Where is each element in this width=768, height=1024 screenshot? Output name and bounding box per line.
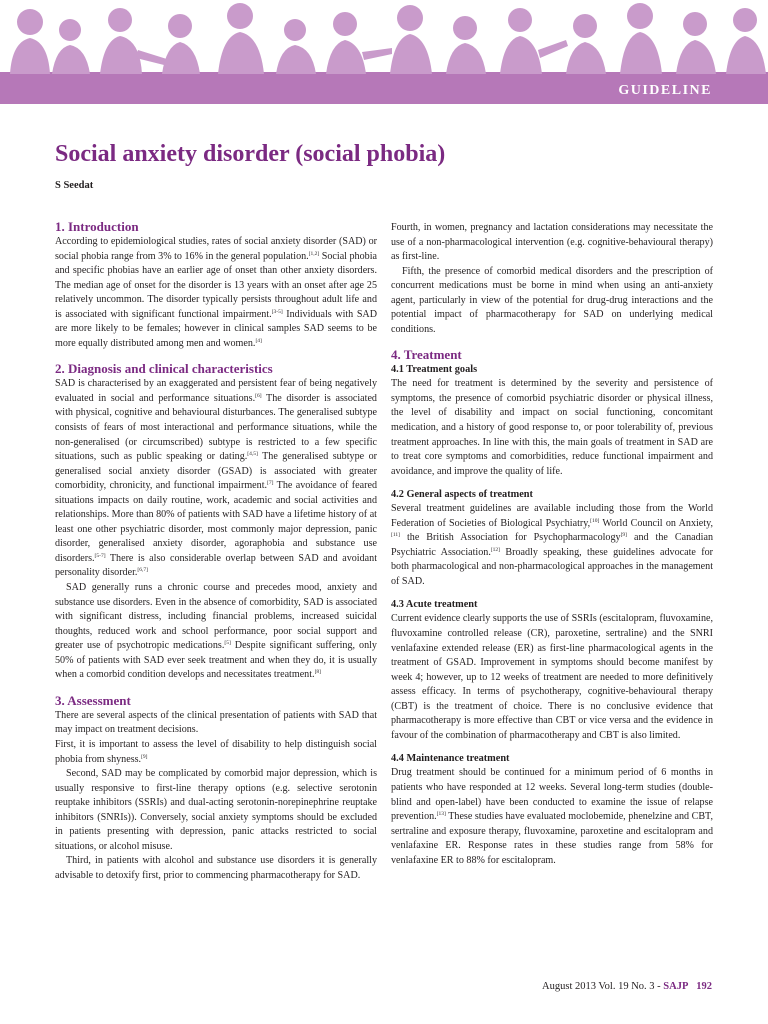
citation: [8] [314,669,321,676]
citation: [4,5] [247,451,258,458]
citation: [5-7] [94,552,106,559]
paragraph: Current evidence clearly supports the use of SSRIs (escitalopram, fluvoxamine, fluvoxamine controlled release (CR), paroxetine, sertraline) and the SNRI venlafaxine extended release (ER) as first-line pharmacological agents in the treatment of GSAD. Improvement in symptoms should become manifest by week 4; however, up to 12 weeks of treatment are needed to more definitively assess efficacy. In terms of psychotherapy, cognitive-behavioural therapy (CBT) is the treatment of choice. There is no conclusive evidence that pharmacotherapy is more effective than CBT or vice versa and the evidence in favour of the combination of pharmacotherapy and CBT is also limited. [391,613,713,741]
section-label: GUIDELINE [618,83,712,98]
page-number: 192 [696,981,712,992]
citation: [7] [267,480,274,487]
paragraph: SAD generally runs a chronic course and precedes mood, anxiety and substance use disorders. Even in the absence of comorbidity, SAD is associated with significant distress, including financial problems, increased suicidal thoughts, reduced work and school performance, poor social support and greater use of psychotropic medications.[5] Despite significant suffering, only 50% of patients with SAD ever seek treatment and when they do, it is usually when a comorbid condition develops and necessitates treatment.[8] [55,582,377,681]
paragraph: SAD is characterised by an exaggerated and persistent fear of being negatively evaluated in social and performance situations.[6] The disorder is associated with physical, cognitive and behavioural disturbances. The generalised subtype consists of fears of most interactional and performance situations, while the non-generalised (or circumscribed) subtype is restricted to a few specific situations, such as public speaking or dating.[4,5] The generalised subtype or generalised social anxiety disorder (GSAD) is associated with greater comorbidity, chronicity, and functional impairment.[7] The avoidance of feared situations impacts on daily routine, work, academic and social activities and relationships. More than 80% of patients with SAD have a lifetime history of at least one other psychiatric disorder, most commonly major depression, panic disorder, generalised anxiety disorder, agoraphobia and substance use disorders.[5-7] There is also considerable overlap between SAD and avoidant personality disorder.[6,7] [55,378,377,579]
subsection-heading-acute: 4.3 Acute treatment [391,599,478,611]
page-footer [542,981,712,992]
paragraph: The need for treatment is determined by the severity and persistence of symptoms, the presence of comorbid psychiatric disorder or physical illness, the level of disability and impact on social functioning, concomitant medication, and a history of good response to, or poor tolerability of, previous treatment approaches. In line with this, the main goals of treatment in SAD are to treat core symptoms and comorbidities, reduce functional impairment and avoidance, and improve the quality of life. [391,378,713,477]
citation: [4] [255,337,262,344]
subsection-heading-goals: 4.1 Treatment goals [391,364,478,376]
paragraph: Fifth, the presence of comorbid medical disorders and the prescription of concurrent medications must be borne in mind when using an anti-anxiety agent, particularly in view of the potential for drug-drug interactions and the potential impact of pharmacotherapy for SAD on underlying medical conditions. [391,265,713,335]
subsection-heading-general: 4.2 General aspects of treatment [391,489,533,501]
right-column [391,221,713,868]
issue-info: August 2013 Vol. 19 No. 3 - [542,981,664,992]
paragraph: Second, SAD may be complicated by comorbid major depression, which is usually responsive to first-line therapy options (e.g. selective serotonin reuptake inhibitors (SSRIs) and dual-acting serotonin-norepinephrine reuptake inhibitors (SNRIs)). Conversely, social anxiety symptoms should be excluded in patients presenting with depression, panic attacks restricted to social situations, or alcohol misuse. [55,768,377,852]
paragraph: First, it is important to assess the level of disability to help distinguish social phobia from shyness.[9] [55,738,377,765]
citation: [11] [391,532,400,539]
citation: [6] [255,392,262,399]
subsection-heading-maintenance: 4.4 Maintenance treatment [391,753,510,765]
citation: [9] [620,532,627,539]
citation: [10] [590,517,600,524]
citation: [9] [141,753,148,760]
article-title: Social anxiety disorder (social phobia) [55,141,446,167]
section-heading-diagnosis: 2. Diagnosis and clinical characteristics [55,361,273,377]
paragraph: Third, in patients with alcohol and substance use disorders it is generally advisable to detoxify first, prior to commencing pharmacotherapy for SAD. [55,855,377,881]
section-heading-assessment: 3. Assessment [55,692,131,708]
citation: [5] [224,640,231,647]
citation: [12] [490,546,501,553]
section-heading-introduction: 1. Introduction [55,219,139,234]
paragraph: According to epidemiological studies, rates of social anxiety disorder (SAD) or social phobia range from 3% to 16% in the general population.[1,2] Social phobia and specific phobias have an earlier age of onset than other anxiety disorders. The median age of onset for the disorder is 13 years with an onset after age 25 relatively uncommon. The disorder typically persists throughout adult life and is associated with significant functional impairment.[3-5] Individuals with SAD are more likely to be females; however in clinical samples SAD seems to be more equally distributed among men and women.[4] [55,236,378,349]
citation: [13] [436,811,446,818]
left-column [55,218,377,883]
paragraph: There are several aspects of the clinical presentation of patients with SAD that may impact on treatment decisions. [55,709,377,736]
citation: [6,7] [137,567,148,574]
journal-name: SAJP [663,981,689,992]
paragraph: Drug treatment should be continued for a minimum period of 6 months in patients who have responded at 12 weeks. Several long-term studies (double-blind and open-label) have been conducted to examine the issue of relapse prevention.[13] These studies have evaluated moclobemide, phenelzine and CBT, sertraline and exposure therapy, fluvoxamine, paroxetine and escitalopram and venlafaxine ER. Response rates in these studies range from 58% for venlafaxine ER to 88% for escitalopram. [391,767,713,866]
paragraph: Fourth, in women, pregnancy and lactation considerations may necessitate the use of a non-pharmacological intervention (e.g. cognitive-behavioural therapy) as first-line. [391,222,713,263]
citation: [1,2] [308,250,320,257]
citation: [3-5] [271,308,283,315]
section-heading-treatment: 4. Treatment [391,347,462,363]
paragraph: Several treatment guidelines are available including those from the World Federation of Societies of Biological Psychiatry,[10] World Council on Anxiety,[11] the British Association for Psychopharmacology[9] and the Canadian Psychiatric Association.[12] Broadly speaking, these guidelines advocate for both pharmacological and non-pharmacological approaches in the management of SAD. [391,503,714,587]
article-author: S Seedat [55,180,94,191]
